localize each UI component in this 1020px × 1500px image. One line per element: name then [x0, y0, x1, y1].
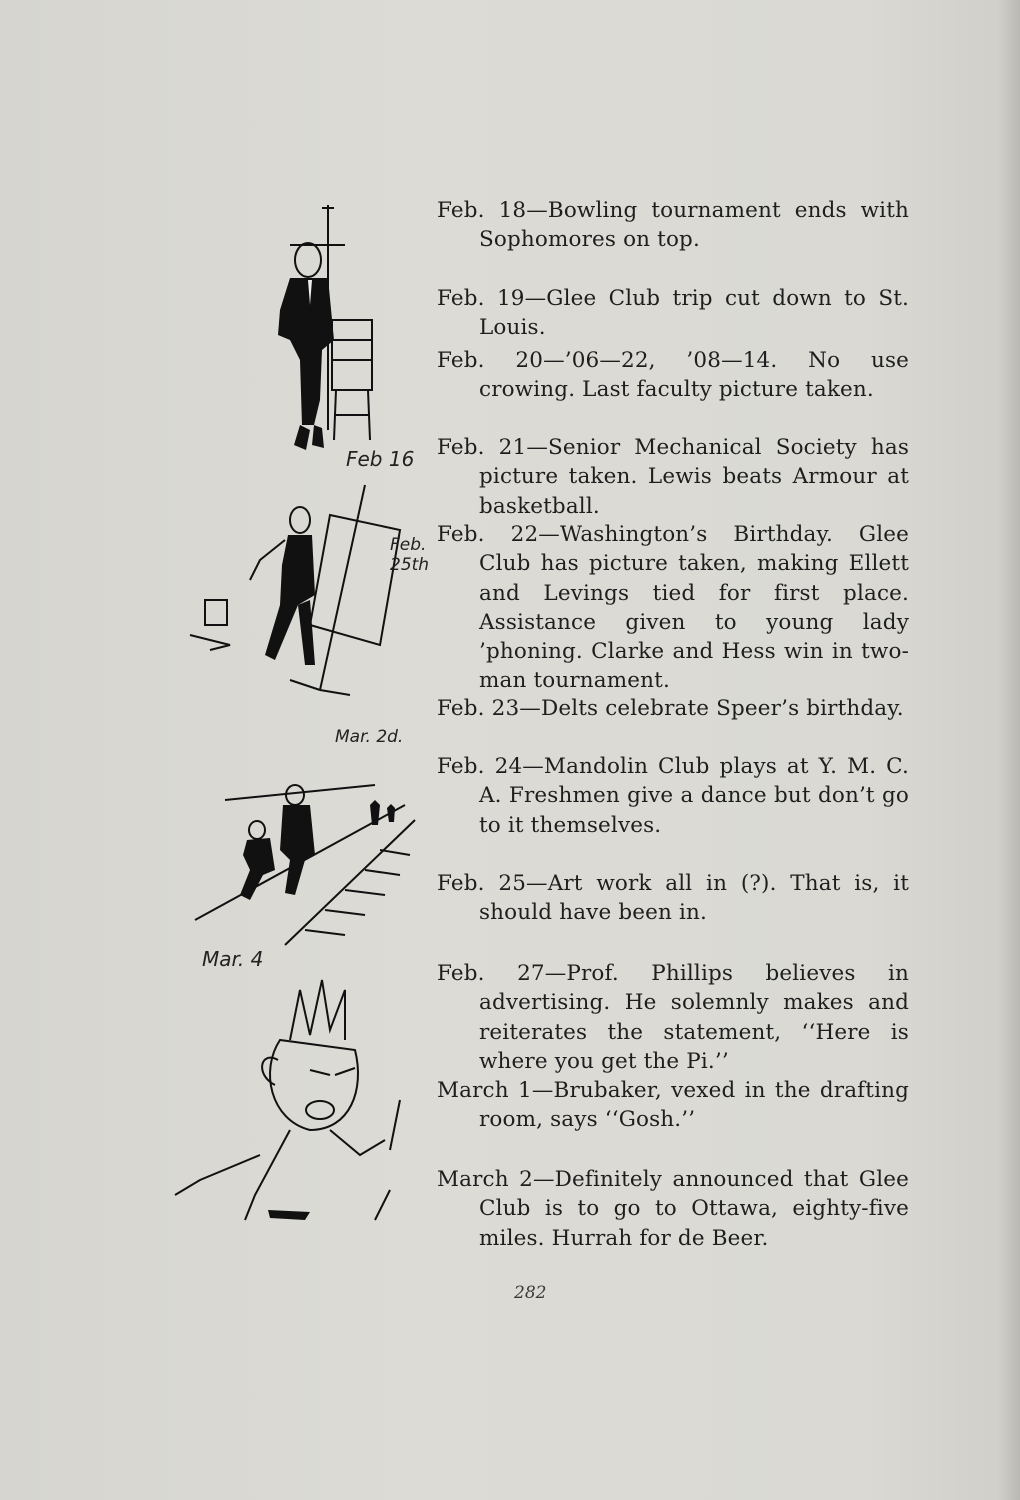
sketch-painter-easel: [180, 485, 420, 705]
entry-feb-24: Feb. 24—Mandolin Club plays at Y. M. C. A. Freshmen give a dance but don’t go to it themselves.: [437, 754, 909, 838]
sketch-railroad-walkers: [195, 760, 435, 950]
page-number: 282: [514, 1283, 547, 1303]
entry-feb-18: Feb. 18—Bowling tournament ends with Sophomores on top.: [437, 198, 909, 253]
sketch-man-with-easel: [250, 200, 380, 470]
painter-drawing: [180, 485, 420, 705]
entry-march-1: March 1—Brubaker, vexed in the drafting room, says ‘‘Gosh.’’: [437, 1078, 909, 1133]
sketch-professor-caricature: [160, 980, 430, 1240]
caption-mar4: Mar. 4: [202, 947, 264, 971]
entry-feb-20: Feb. 20—’06—22, ’08—14. No use crowing. Last faculty picture taken.: [437, 348, 909, 403]
entry-feb-22: Feb. 22—Washington’s Birthday. Glee Club has picture taken, making Ellett and Levings tied for first place. Assistance given to young lady ’phoning. Clarke and Hess win in two-man tournament.: [437, 522, 909, 694]
entry-feb-19: Feb. 19—Glee Club trip cut down to St. Louis.: [437, 286, 909, 341]
page-edge-shadow: [998, 0, 1020, 1500]
professor-drawing: [160, 980, 430, 1240]
entry-feb-21: Feb. 21—Senior Mechanical Society has picture taken. Lewis beats Armour at basketball.: [437, 435, 909, 519]
caption-mar2: Mar. 2d.: [335, 727, 404, 747]
entry-feb-23: Feb. 23—Delts celebrate Speer’s birthday.: [437, 696, 904, 721]
entry-feb-27: Feb. 27—Prof. Phillips believes in advertising. He solemnly makes and reiterates the statement, ‘‘Here is where you get the Pi.’’: [437, 961, 909, 1074]
entry-march-2: March 2—Definitely announced that Glee Club is to go to Ottawa, eighty-five miles. Hurrah for de Beer.: [437, 1167, 909, 1251]
entry-feb-25: Feb. 25—Art work all in (?). That is, it should have been in.: [437, 871, 909, 926]
railroad-drawing: [195, 760, 435, 950]
easel-man-drawing: [250, 200, 380, 470]
caption-feb16: Feb 16: [346, 447, 415, 471]
illustrations-column: [150, 195, 440, 1255]
caption-feb25: Feb. 25th: [390, 535, 430, 575]
